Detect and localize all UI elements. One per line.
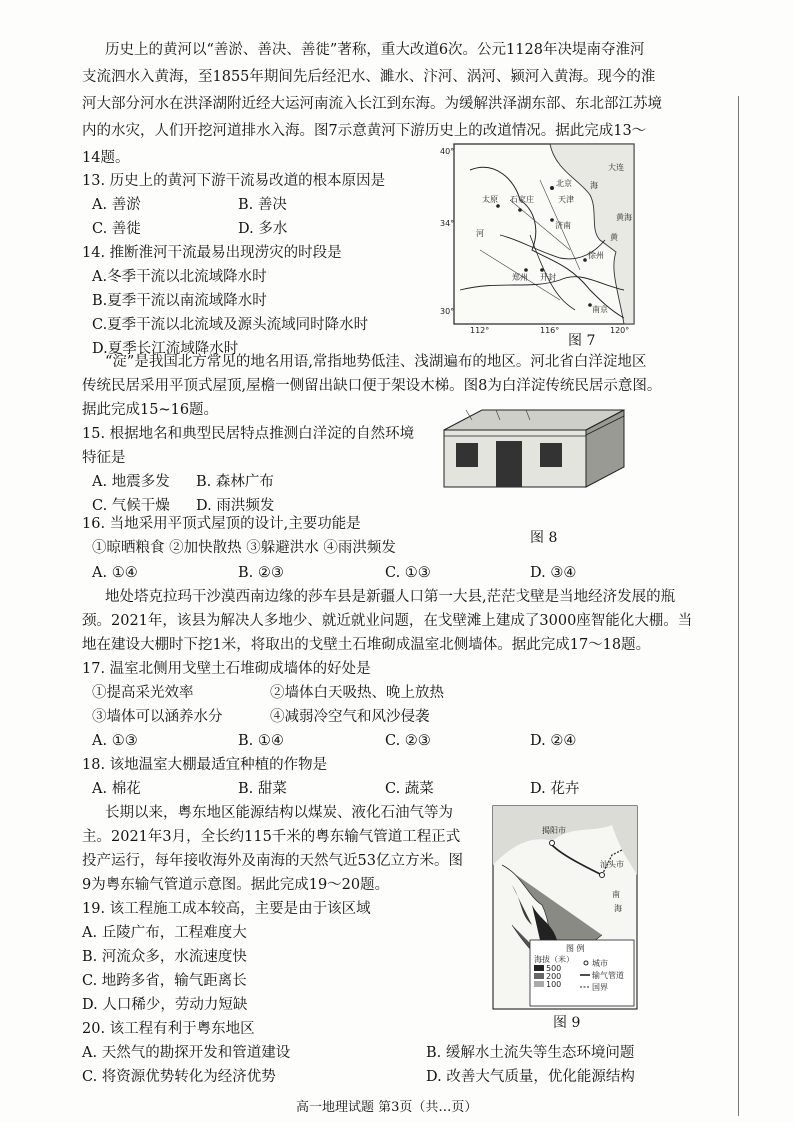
lat-label-34: 34° [440, 219, 455, 228]
statement-17-4: ④减弱冷空气和风沙侵袭 [270, 709, 430, 725]
option-20b[interactable]: B. 缓解水土流失等生态环境问题 [426, 1045, 635, 1061]
lon-label-112: 112° [470, 326, 490, 335]
legend-val-100: 100 [546, 980, 562, 989]
passage-line: 14题。 [82, 150, 130, 166]
option-13a[interactable]: A. 善淤 [92, 197, 141, 213]
option-18c[interactable]: C. 蔬菜 [385, 781, 434, 797]
passage-line: 长期以来，粤东地区能源结构以煤炭、液化石油气等为 [105, 805, 453, 821]
legend-val-200: 200 [546, 972, 562, 981]
option-20a[interactable]: A. 天然气的勘探开发和管道建设 [82, 1045, 291, 1061]
option-14b[interactable]: B.夏季干流以南流域降水时 [92, 293, 267, 309]
passage-line: 投产运行，每年接收海外及南海的天然气近53亿立方米。图 [82, 853, 463, 869]
legend-val-500: 500 [546, 964, 562, 973]
passage-line: 据此完成15~16题。 [82, 402, 219, 418]
option-13b[interactable]: B. 善决 [238, 197, 287, 213]
legend-title: 图 例 [566, 944, 585, 953]
map-label-zhengzhou: 郑州 [512, 273, 528, 282]
map-label-shantou: 汕头市 [600, 860, 624, 869]
passage-line: 主。2021年3月，全长约115千米的粤东输气管道工程正式 [82, 829, 461, 845]
option-19d[interactable]: D. 人口稀少，劳动力短缺 [82, 997, 248, 1013]
map-label-jinan: 济南 [555, 221, 571, 230]
figure-9-caption: 图 9 [553, 1015, 581, 1031]
figure-8-caption: 图 8 [530, 530, 558, 546]
question-20: 20. 该工程有利于粤东地区 [82, 1021, 255, 1037]
figure-7-caption: 图 7 [568, 333, 596, 349]
option-17d[interactable]: D. ②④ [530, 733, 577, 749]
page-edge-line [738, 96, 739, 1116]
figure-9-map [492, 805, 638, 1010]
question-14: 14. 推断淮河干流最易出现涝灾的时段是 [82, 245, 342, 261]
option-15b[interactable]: B. 森林广布 [196, 474, 274, 490]
figure-8-house [436, 405, 636, 495]
option-16c[interactable]: C. ①③ [385, 565, 431, 581]
lat-label-40: 40° [440, 147, 455, 156]
lon-label-116: 116° [540, 326, 560, 335]
passage-line: 地在建设大棚时下挖1米，将取出的戈壁土石堆砌成温室北侧墙体。据此完成17～18题。 [82, 637, 651, 653]
option-19a[interactable]: A. 丘陵广布，工程难度大 [82, 925, 247, 941]
map-label-hai: 海 [590, 181, 598, 190]
option-15d[interactable]: D. 雨洪频发 [196, 498, 275, 514]
statement-17-3: ③墙体可以涵养水分 [92, 709, 223, 725]
option-16d[interactable]: D. ③④ [530, 565, 577, 581]
map-label-huang: 黄 [610, 233, 618, 242]
map-label-taiyuan: 太原 [482, 195, 498, 204]
map-label-kaifeng: 开封 [540, 273, 556, 282]
passage-line: 支流泗水入黄海，至1855年期间先后经汜水、濉水、汴河、涡河、颍河入黄海。现今的淮 [82, 69, 656, 85]
option-16a[interactable]: A. ①④ [92, 565, 138, 581]
option-13d[interactable]: D. 多水 [238, 221, 288, 237]
question-18: 18. 该地温室大棚最适宜种植的作物是 [82, 757, 328, 773]
statement-17-2: ②墙体白天吸热、晚上放热 [270, 685, 444, 701]
passage-line: 历史上的黄河以“善淤、善决、善徙”著称，重大改道6次。公元1128年决堤南夺淮河 [105, 42, 645, 58]
option-18a[interactable]: A. 棉花 [92, 781, 141, 797]
option-13c[interactable]: C. 善徙 [92, 221, 141, 237]
map-label-river: 河 [476, 229, 484, 238]
passage-line: 内的水灾，人们开挖河道排水入海。图7示意黄河下游历史上的改道情况。据此完成13～ [82, 123, 647, 139]
option-14d[interactable]: D.夏季长江流域降水时 [92, 341, 239, 357]
option-18d[interactable]: D. 花卉 [530, 781, 580, 797]
map-label-dalian: 大连 [608, 163, 624, 172]
statement-17-1: ①提高采光效率 [92, 685, 194, 701]
question-15-cont: 特征是 [82, 450, 126, 466]
option-17a[interactable]: A. ①③ [92, 733, 138, 749]
legend-pipeline: 输气管道 [592, 971, 624, 980]
map-label-hai: 海 [614, 904, 622, 913]
question-19: 19. 该工程施工成本较高，主要是由于该区域 [82, 901, 371, 917]
option-17b[interactable]: B. ①④ [238, 733, 284, 749]
passage-line: 地处塔克拉玛干沙漠西南边缘的莎车县是新疆人口第一大县,茫茫戈壁是当地经济发展的瓶 [105, 589, 676, 605]
option-18b[interactable]: B. 甜菜 [238, 781, 287, 797]
legend-border: 国界 [592, 983, 608, 992]
figure-7-map [440, 140, 640, 335]
passage-line: 9为粤东输气管道示意图。据此完成19～20题。 [82, 877, 390, 893]
passage-line: “淀”是我国北方常见的地名用语,常指地势低洼、浅湖遍布的地区。河北省白洋淀地区 [105, 354, 647, 370]
option-15a[interactable]: A. 地震多发 [92, 474, 170, 490]
map-label-shijiazhuang: 石家庄 [510, 195, 534, 204]
lat-label-30: 30° [440, 307, 455, 316]
legend-city: 城市 [592, 959, 608, 968]
question-16-statements: ①晾晒粮食 ②加快散热 ③躲避洪水 ④雨洪频发 [92, 540, 396, 556]
passage-line: 传统民居采用平顶式屋顶,屋檐一侧留出缺口便于架设木梯。图8为白洋淀传统民居示意图。 [82, 378, 662, 394]
legend-elevation-label: 海拔（米） [534, 955, 574, 964]
passage-line: 颈。2021年，该县为解决人多地少、就近就业问题，在戈壁滩上建成了3000座智能化大棚。当 [82, 613, 693, 629]
option-19c[interactable]: C. 地跨多省，输气距离长 [82, 973, 247, 989]
question-16: 16. 当地采用平顶式屋顶的设计,主要功能是 [82, 516, 361, 532]
option-19b[interactable]: B. 河流众多，水流速度快 [82, 949, 247, 965]
map-label-nanjing: 南京 [592, 305, 608, 314]
question-13: 13. 历史上的黄河下游干流易改道的根本原因是 [82, 173, 386, 189]
page-footer: 高一地理试题 第3页（共…页） [296, 1100, 478, 1115]
option-20c[interactable]: C. 将资源优势转化为经济优势 [82, 1069, 276, 1085]
option-14c[interactable]: C.夏季干流以北流域及源头流域同时降水时 [92, 317, 369, 333]
option-17c[interactable]: C. ②③ [385, 733, 431, 749]
map-label-yellow-sea: 黄海 [616, 213, 632, 222]
map-label-beijing: 北京 [556, 179, 572, 188]
map-label-xuzhou: 徐州 [588, 251, 604, 260]
question-17: 17. 温室北侧用戈壁土石堆砌成墙体的好处是 [82, 661, 371, 677]
map-label-jieyang: 揭阳市 [542, 826, 566, 835]
lon-label-120: 120° [610, 326, 630, 335]
option-20d[interactable]: D. 改善大气质量，优化能源结构 [426, 1069, 635, 1085]
question-15: 15. 根据地名和典型民居特点推测白洋淀的自然环境 [82, 426, 415, 442]
option-15c[interactable]: C. 气候干燥 [92, 498, 170, 514]
passage-line: 河大部分河水在洪泽湖附近经大运河南流入长江到东海。为缓解洪泽湖东部、东北部江苏境 [82, 96, 662, 112]
option-14a[interactable]: A.冬季干流以北流域降水时 [92, 269, 267, 285]
map-label-tianjin: 天津 [558, 195, 574, 204]
option-16b[interactable]: B. ②③ [238, 565, 284, 581]
map-label-nan: 南 [612, 890, 620, 899]
